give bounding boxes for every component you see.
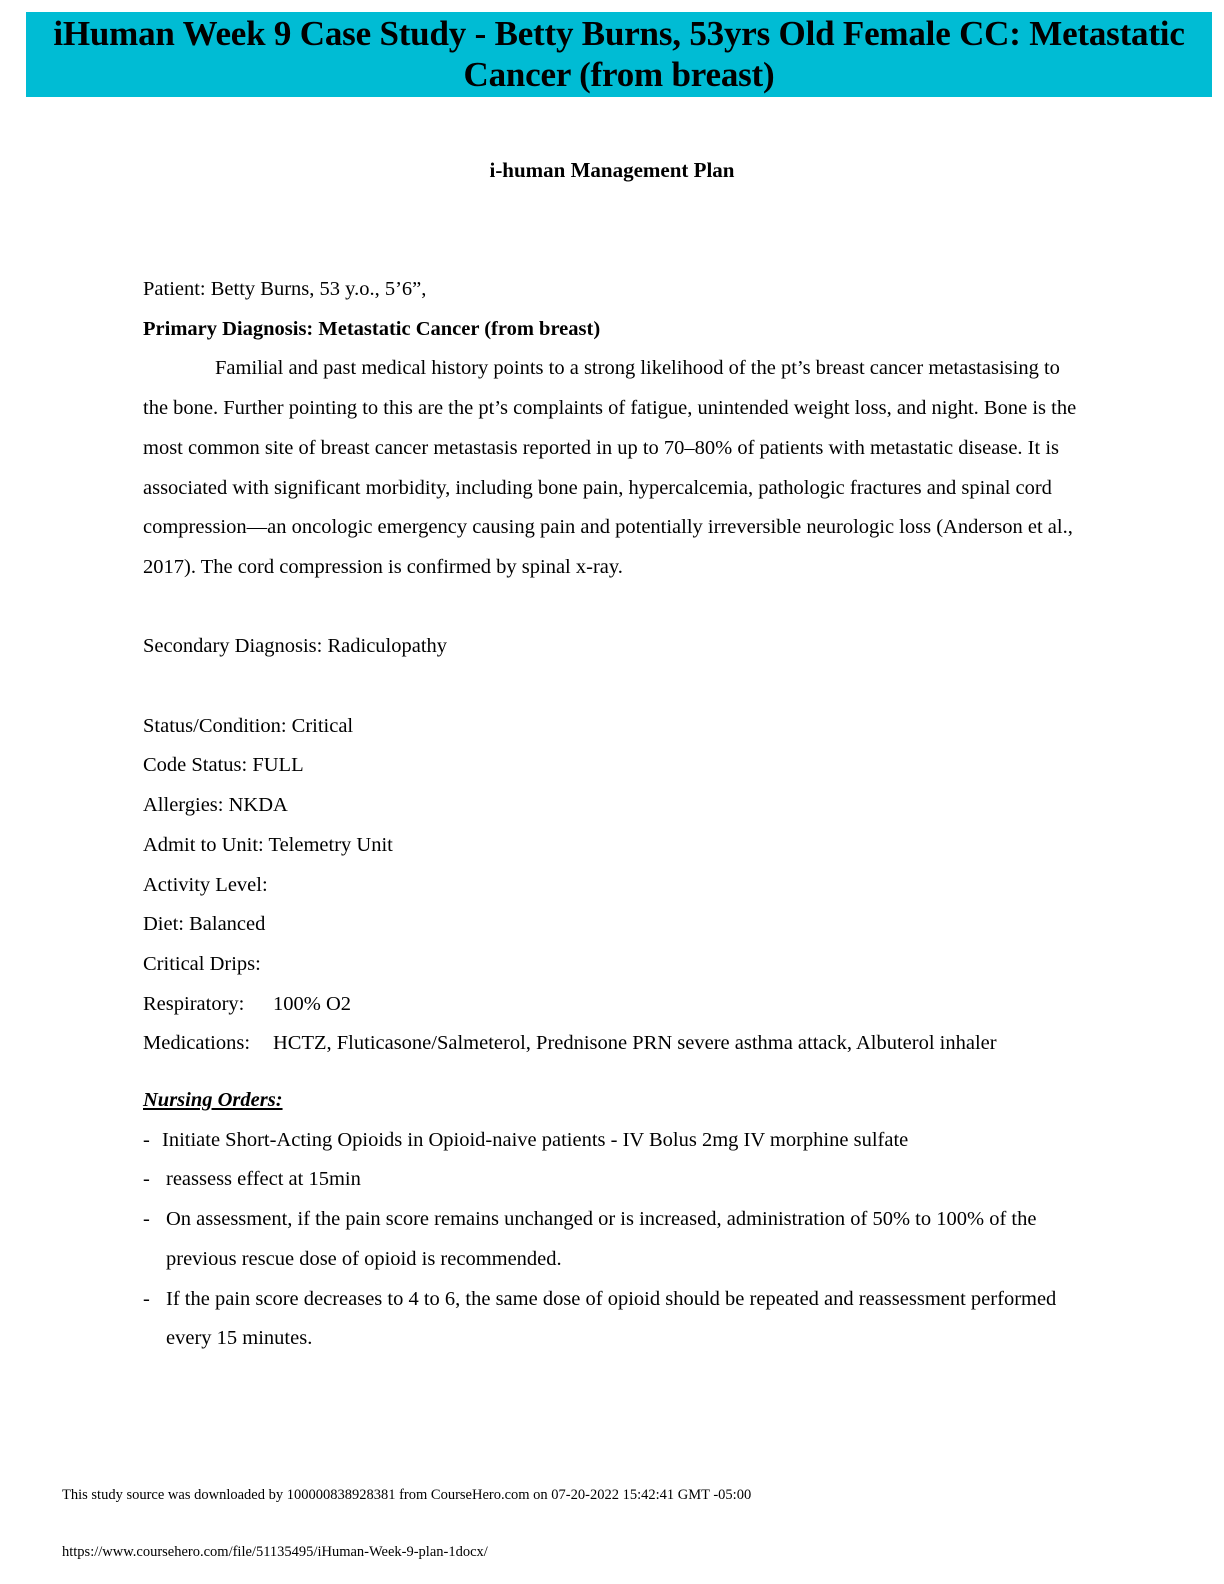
respiratory-value: 100% O2	[273, 992, 352, 1015]
admit-field: Admit to Unit: Telemetry Unit	[143, 833, 393, 856]
order-text: Initiate Short-Acting Opioids in Opioid-naive patients - IV Bolus 2mg IV morphine sulfate	[162, 1128, 909, 1151]
activity-field: Activity Level:	[143, 873, 268, 896]
order-text: reassess effect at 15min	[166, 1168, 361, 1191]
respiratory-field	[143, 985, 1083, 1025]
medications-value: HCTZ, Fluticasone/Salmeterol, Prednisone PRN severe asthma attack, Albuterol inhaler	[273, 1032, 997, 1055]
url-footer[interactable]: https://www.coursehero.com/file/51135495/iHuman-Week-9-plan-1docx/	[62, 1544, 488, 1560]
allergies-field: Allergies: NKDA	[143, 794, 288, 817]
medications-label: Medications:	[143, 1032, 251, 1055]
nursing-orders-heading: Nursing Orders:	[143, 1089, 283, 1112]
order-item	[143, 1280, 1083, 1359]
medications-field	[143, 1024, 1083, 1064]
primary-diagnosis: Primary Diagnosis: Metastatic Cancer (from breast)	[143, 317, 601, 340]
dash-marker: -	[143, 1168, 150, 1191]
dash-marker: -	[143, 1287, 150, 1310]
order-text: If the pain score decreases to 4 to 6, the same dose of opioid should be repeated and reassessment performed every 15 minutes.	[166, 1287, 1057, 1350]
diet-field: Diet: Balanced	[143, 913, 266, 936]
title-banner	[26, 12, 1212, 97]
title-line-2: Cancer (from breast)	[463, 55, 775, 94]
patient-line: Patient: Betty Burns, 53 y.o., 5’6”,	[143, 278, 427, 300]
diagnosis-paragraph: Familial and past medical history points to a strong likelihood of the pt’s breast cancer metastasising to the bone. Further pointing to this are the pt’s complaints of fatigue, unintended weight loss, and night. Bone is the most common site of breast cancer metastasis reported in up to 70–80% of patients with metastatic disease. It is associated with significant morbidity, including bone pain, hypercalcemia, pathologic fractures and spinal cord compression—an oncologic emergency causing pain and potentially irreversible neurologic loss (Anderson et al., 2017). The cord compression is confirmed by spinal x-ray.	[143, 357, 1077, 578]
order-item	[143, 1200, 1083, 1279]
dash-marker: -	[143, 1128, 150, 1151]
order-item	[143, 1160, 1083, 1200]
source-footer: This study source was downloaded by 100000838928381 from CourseHero.com on 07-20-2022 15:42:41 GMT -05:00	[62, 1487, 752, 1503]
order-item	[143, 1121, 1083, 1161]
secondary-diagnosis: Secondary Diagnosis: Radiculopathy	[143, 635, 448, 658]
respiratory-label: Respiratory:	[143, 992, 245, 1015]
document-subtitle: i-human Management Plan	[489, 158, 735, 182]
title-line-1: iHuman Week 9 Case Study - Betty Burns, 53yrs Old Female CC: Metastatic	[53, 14, 1185, 53]
code-status-field: Code Status: FULL	[143, 754, 304, 777]
document-body	[143, 270, 1083, 1359]
order-text: On assessment, if the pain score remains unchanged or is increased, administration of 50% to 100% of the previous rescue dose of opioid is recommended.	[166, 1208, 1037, 1270]
dash-marker: -	[143, 1208, 150, 1231]
status-field: Status/Condition: Critical	[143, 714, 354, 737]
drips-field: Critical Drips:	[143, 952, 261, 975]
